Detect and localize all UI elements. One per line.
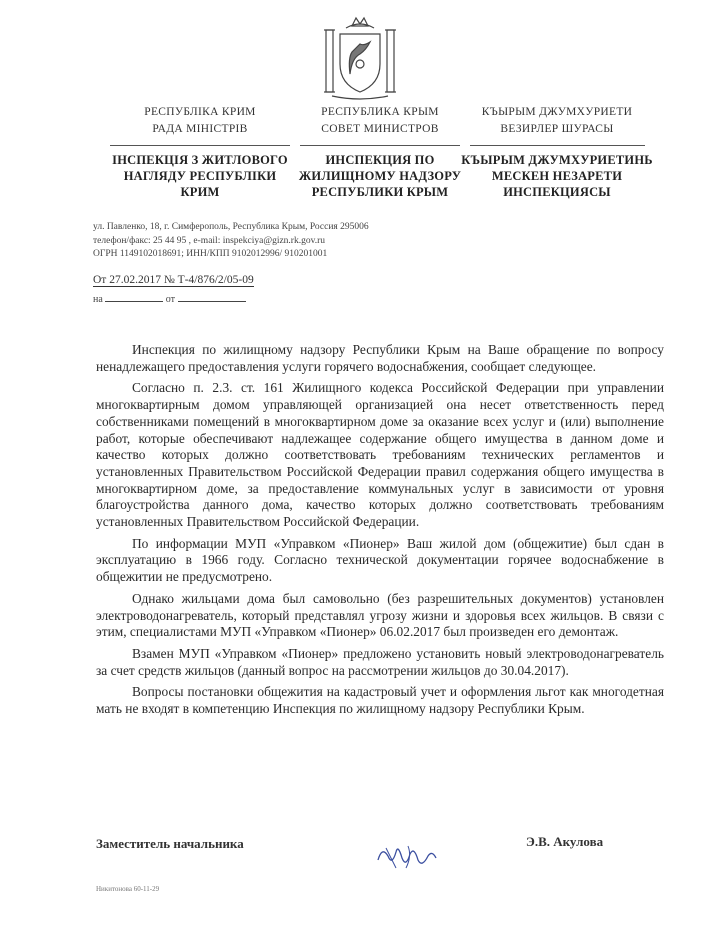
header-divider <box>470 145 645 146</box>
header-crimean-tatar <box>457 104 657 200</box>
insp-line: НАГЛЯДУ РЕСПУБЛІКИ <box>123 169 277 183</box>
gov-line: СОВЕТ МИНИСТРОВ <box>321 123 439 135</box>
address-line: ул. Павленко, 18, г. Симферополь, Республика Крым, Россия 295006 <box>93 222 369 232</box>
handwritten-signature-icon <box>372 838 442 874</box>
inspection-name-russian <box>280 152 480 200</box>
insp-line: ІНСПЕКЦІЯ З ЖИТЛОВОГО <box>112 153 288 167</box>
ot-label: от <box>165 294 176 305</box>
header-divider <box>110 145 290 146</box>
insp-line: КРИМ <box>180 185 220 199</box>
paragraph: Взамен МУП «Управком «Пионер» предложено установить новый электроводонагреватель за счет средств жильцов (данный вопрос на рассмотрении жильцов до 30.04.2017). <box>96 645 664 678</box>
na-blank <box>105 301 163 302</box>
paragraph: Вопросы постановки общежития на кадастровый учет и оформления льгот как многодетная мать не входят в компетенцию Инспекция по жилищному надзору Республики Крым. <box>96 684 664 717</box>
header-ukrainian <box>100 104 300 200</box>
inspection-name-ukrainian <box>100 152 300 200</box>
signatory-name: Э.В. Акулова <box>526 834 604 849</box>
executor-note: Никитонова 60-11-29 <box>96 885 160 893</box>
contact-line: телефон/факс: 25 44 95 , e-mail: inspekciya@gizn.rk.gov.ru <box>93 235 326 246</box>
gov-line: РЕСПУБЛІКА КРИМ <box>144 106 256 118</box>
signatory-title: Заместитель начальника <box>96 836 244 851</box>
paragraph: Инспекция по жилищному надзору Республики Крым на Ваше обращение по вопросу ненадлежащего предоставления услуги горячего водоснабжения, сообщает следующее. <box>96 342 664 374</box>
paragraph: Согласно п. 2.3. ст. 161 Жилищного кодекса Российской Федерации при управлении многоквартирным домом управляющей организацией она несет ответственность перед собственниками помещений в многоквартирном доме за оказание всех услуг и (или) выполнение работ, которые обеспечивают надлежащее содержание общего имущества в данном доме и качество которых должно соответствовать требованиям технических регламентов и установленных Правительством Российской Федерации правил содержания общего имущества в многоквартирном доме, за предоставление коммунальных услуг в зависимости от уровня благоустройства данного дома, качество которых должно соответствовать требованиям установленных Правительством Российской Федерации. <box>96 380 664 530</box>
na-label: на <box>93 294 103 305</box>
incoming-reference <box>93 294 246 305</box>
paragraph: Однако жильцами дома был самовольно (без разрешительных документов) установлен электроводонагреватель, который представлял угрозу жизни и здоровья всех жильцов. В связи с этим, специалистами МУП «Управком «Пионер» 06.02.2017 был произведен его демонтаж. <box>96 590 664 640</box>
outgoing-reference <box>93 274 254 287</box>
gov-name-ukrainian <box>100 104 300 138</box>
insp-line: ЖИЛИЩНОМУ НАДЗОРУ <box>298 169 462 183</box>
gov-name-crimean-tatar <box>457 104 657 138</box>
registration-line: ОГРН 1149102018691; ИНН/КПП 9102012996/ 910201001 <box>93 249 328 259</box>
gov-name-russian <box>280 104 480 138</box>
header-russian <box>280 104 480 200</box>
inspection-name-crimean-tatar <box>457 152 657 200</box>
gov-line: КЪЫРЫМ ДЖУМХУРИЕТИ <box>481 106 633 118</box>
paragraph: По информации МУП «Управком «Пионер» Ваш жилой дом (общежитие) был сдан в эксплуатацию в 1966 году. Согласно технической документации горячее водоснабжение в общежитии не предусмотрено. <box>96 535 664 585</box>
address-block <box>93 221 369 262</box>
insp-line: ИНСПЕКЦИЯ ПО <box>325 153 435 167</box>
crimea-coat-of-arms-icon <box>316 12 404 100</box>
insp-line: РЕСПУБЛИКИ КРЫМ <box>311 185 449 199</box>
gov-line: РАДА МІНІСТРІВ <box>152 123 248 135</box>
gov-line: ВЕЗИРЛЕР ШУРАСЫ <box>500 123 614 135</box>
gov-line: РЕСПУБЛИКА КРЫМ <box>321 106 439 118</box>
letter-body <box>96 342 664 723</box>
header-divider <box>300 145 460 146</box>
insp-line: ИНСПЕКЦИЯСЫ <box>503 185 611 199</box>
insp-line: МЕСКЕН НЕЗАРЕТИ <box>491 169 623 183</box>
reference-number: От 27.02.2017 № Т-4/876/2/05-09 <box>93 274 254 286</box>
ot-blank <box>178 301 246 302</box>
insp-line: КЪЫРЫМ ДЖУМХУРИЕТИНЬ <box>461 153 653 167</box>
